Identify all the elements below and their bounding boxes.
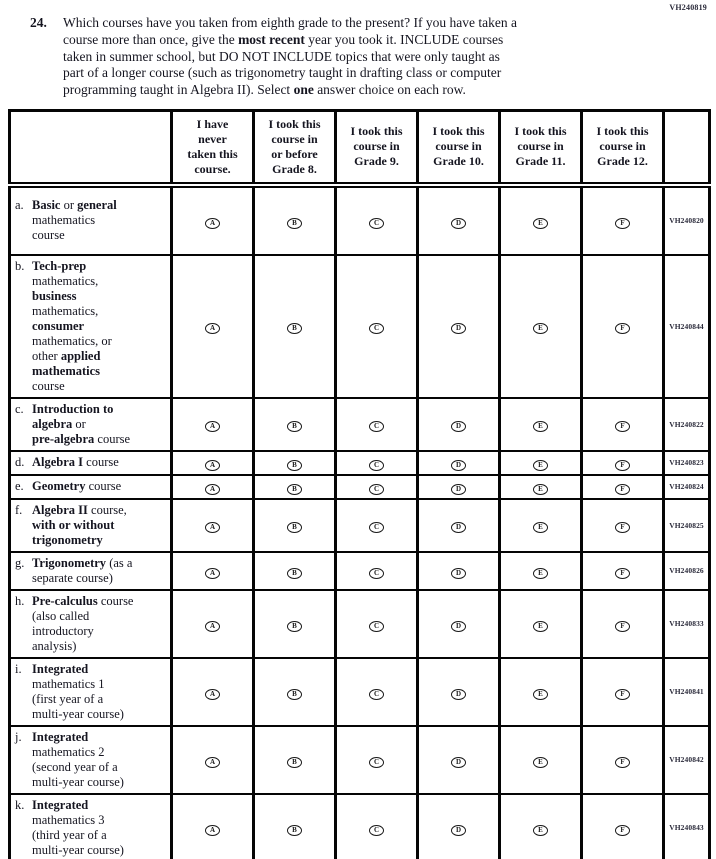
course-name-line: algebra or: [32, 416, 86, 431]
choice-bubble-c[interactable]: C: [369, 689, 384, 700]
course-name: [32, 455, 168, 470]
course-name-cell: [10, 255, 172, 398]
choice-bubble-d[interactable]: D: [451, 218, 466, 229]
choice-bubble-d[interactable]: D: [451, 484, 466, 495]
choice-cell-d: [418, 726, 500, 794]
course-name: [32, 594, 168, 654]
choice-bubble-e[interactable]: E: [533, 689, 548, 700]
choice-cell-c: [336, 499, 418, 552]
choice-bubble-a[interactable]: A: [205, 323, 220, 334]
row-letter: a.: [15, 198, 24, 213]
choice-bubble-c[interactable]: C: [369, 218, 384, 229]
course-name-wrap: [15, 479, 168, 494]
choice-bubble-c[interactable]: C: [369, 757, 384, 768]
course-name: [32, 198, 168, 243]
course-name-wrap: [15, 503, 168, 548]
choice-bubble-a[interactable]: A: [205, 757, 220, 768]
choice-cell-d: [418, 451, 500, 475]
course-name-cell: [10, 451, 172, 475]
course-name: [32, 402, 168, 447]
course-row-j: [10, 726, 710, 794]
question-line: course more than once, give the most recent year you took it. INCLUDE courses: [63, 31, 504, 47]
choice-cell-a: [172, 552, 254, 590]
row-code: VH240824: [664, 475, 710, 499]
choice-bubble-c[interactable]: C: [369, 621, 384, 632]
choice-cell-d: [418, 475, 500, 499]
row-code: VH240841: [664, 658, 710, 726]
choice-cell-e: [500, 255, 582, 398]
question-block: [0, 0, 716, 99]
choice-bubble-d[interactable]: D: [451, 522, 466, 533]
course-name-line: Introduction to: [32, 401, 114, 416]
choice-cell-b: [254, 451, 336, 475]
choice-bubble-b[interactable]: B: [287, 522, 302, 533]
row-code: VH240842: [664, 726, 710, 794]
choice-cell-c: [336, 185, 418, 255]
choice-cell-c: [336, 475, 418, 499]
table-header: [10, 110, 710, 185]
course-name-line: pre-algebra course: [32, 431, 131, 446]
choice-cell-c: [336, 255, 418, 398]
header-row: [10, 110, 710, 185]
choice-bubble-a[interactable]: A: [205, 460, 220, 471]
course-row-c: [10, 398, 710, 451]
choice-cell-b: [254, 590, 336, 658]
choice-bubble-f[interactable]: F: [615, 689, 630, 700]
choice-bubble-c[interactable]: C: [369, 825, 384, 836]
choice-cell-a: [172, 658, 254, 726]
choice-bubble-c[interactable]: C: [369, 323, 384, 334]
course-name-wrap: [15, 455, 168, 470]
course-name-line: consumer: [32, 318, 85, 333]
choice-bubble-b[interactable]: B: [287, 460, 302, 471]
course-name: [32, 479, 168, 494]
choice-bubble-b[interactable]: B: [287, 484, 302, 495]
course-row-f: [10, 499, 710, 552]
header-course-column: [10, 110, 172, 185]
course-name-line: multi-year course): [32, 842, 124, 857]
choice-bubble-c[interactable]: C: [369, 522, 384, 533]
choice-cell-a: [172, 475, 254, 499]
course-name-cell: [10, 726, 172, 794]
choice-bubble-f[interactable]: F: [615, 421, 630, 432]
choice-cell-e: [500, 726, 582, 794]
choice-bubble-f[interactable]: F: [615, 460, 630, 471]
choice-bubble-a[interactable]: A: [205, 689, 220, 700]
choice-bubble-e[interactable]: E: [533, 484, 548, 495]
row-code: VH240833: [664, 590, 710, 658]
choice-bubble-e[interactable]: E: [533, 621, 548, 632]
course-name: [32, 503, 168, 548]
choice-bubble-d[interactable]: D: [451, 568, 466, 579]
row-letter: k.: [15, 797, 25, 812]
row-letter: h.: [15, 593, 25, 608]
choice-cell-d: [418, 590, 500, 658]
choice-cell-f: [582, 794, 664, 859]
choice-cell-e: [500, 185, 582, 255]
course-name-line: business: [32, 288, 77, 303]
row-code: VH240820: [664, 185, 710, 255]
choice-cell-c: [336, 794, 418, 859]
row-letter: b.: [15, 258, 25, 273]
course-name-line: multi-year course): [32, 774, 124, 789]
choice-bubble-d[interactable]: D: [451, 323, 466, 334]
choice-bubble-a[interactable]: A: [205, 421, 220, 432]
course-name-cell: [10, 794, 172, 859]
question-number: 24.: [30, 15, 47, 30]
course-name-line: Tech-prep: [32, 258, 87, 273]
choice-cell-f: [582, 552, 664, 590]
course-name-line: mathematics 3: [32, 812, 105, 827]
choice-cell-f: [582, 255, 664, 398]
course-name-line: mathematics,: [32, 303, 99, 318]
course-name-line: Integrated: [32, 797, 89, 812]
choice-cell-e: [500, 499, 582, 552]
choice-cell-c: [336, 658, 418, 726]
choice-cell-a: [172, 255, 254, 398]
course-name-wrap: [15, 730, 168, 790]
course-table-body: [10, 185, 710, 859]
course-name-line: Trigonometry (as a: [32, 555, 133, 570]
choice-bubble-b[interactable]: B: [287, 621, 302, 632]
choice-cell-f: [582, 499, 664, 552]
course-name-line: (second year of a: [32, 759, 118, 774]
choice-bubble-c[interactable]: C: [369, 460, 384, 471]
course-name-line: Integrated: [32, 661, 89, 676]
choice-bubble-d[interactable]: D: [451, 689, 466, 700]
choice-cell-a: [172, 499, 254, 552]
choice-bubble-a[interactable]: A: [205, 825, 220, 836]
choice-bubble-e[interactable]: E: [533, 323, 548, 334]
row-code: VH240822: [664, 398, 710, 451]
choice-bubble-a[interactable]: A: [205, 621, 220, 632]
choice-cell-d: [418, 794, 500, 859]
choice-cell-e: [500, 475, 582, 499]
choice-bubble-b[interactable]: B: [287, 323, 302, 334]
choice-bubble-e[interactable]: E: [533, 522, 548, 533]
choice-bubble-b[interactable]: B: [287, 689, 302, 700]
choice-cell-b: [254, 726, 336, 794]
choice-cell-d: [418, 499, 500, 552]
header-choice-column-5: I took this course in Grade 11.: [500, 110, 582, 185]
choice-cell-b: [254, 658, 336, 726]
course-name-line: mathematics,: [32, 273, 99, 288]
choice-bubble-c[interactable]: C: [369, 484, 384, 495]
course-name-line: course: [32, 228, 65, 243]
course-name: [32, 259, 168, 394]
choice-bubble-d[interactable]: D: [451, 621, 466, 632]
choice-cell-e: [500, 658, 582, 726]
course-row-g: [10, 552, 710, 590]
course-name: [32, 798, 168, 858]
page-form-code: VH240819: [669, 3, 707, 12]
choice-cell-b: [254, 794, 336, 859]
question-line: taken in summer school, but DO NOT INCLUDE topics that were only taught as: [63, 48, 500, 64]
course-name-line: other applied: [32, 348, 101, 363]
course-row-d: [10, 451, 710, 475]
choice-bubble-d[interactable]: D: [451, 825, 466, 836]
choice-bubble-f[interactable]: F: [615, 825, 630, 836]
course-row-e: [10, 475, 710, 499]
choice-cell-f: [582, 726, 664, 794]
choice-cell-d: [418, 255, 500, 398]
row-code: VH240823: [664, 451, 710, 475]
choice-cell-a: [172, 398, 254, 451]
row-code: VH240825: [664, 499, 710, 552]
course-name-cell: [10, 658, 172, 726]
choice-bubble-e[interactable]: E: [533, 218, 548, 229]
row-letter: d.: [15, 455, 25, 470]
course-name-line: with or without: [32, 517, 115, 532]
course-name-line: multi-year course): [32, 706, 124, 721]
choice-cell-b: [254, 398, 336, 451]
course-name-line: Integrated: [32, 729, 89, 744]
choice-cell-c: [336, 552, 418, 590]
choice-bubble-f[interactable]: F: [615, 323, 630, 334]
choice-bubble-a[interactable]: A: [205, 568, 220, 579]
choice-cell-f: [582, 590, 664, 658]
header-choice-column-2: I took this course in or before Grade 8.: [254, 110, 336, 185]
choice-cell-e: [500, 552, 582, 590]
row-letter: e.: [15, 479, 24, 494]
choice-bubble-f[interactable]: F: [615, 621, 630, 632]
course-name-line: analysis): [32, 638, 77, 653]
choice-cell-d: [418, 185, 500, 255]
choice-cell-a: [172, 185, 254, 255]
choice-cell-c: [336, 398, 418, 451]
course-name-line: Algebra II course,: [32, 502, 127, 517]
course-name-line: (third year of a: [32, 827, 107, 842]
course-name-wrap: [15, 198, 168, 243]
course-name-line: mathematics: [32, 213, 96, 228]
course-name-cell: [10, 590, 172, 658]
choice-bubble-d[interactable]: D: [451, 757, 466, 768]
course-name-line: mathematics 1: [32, 676, 105, 691]
choice-bubble-a[interactable]: A: [205, 522, 220, 533]
choice-cell-f: [582, 451, 664, 475]
choice-cell-b: [254, 499, 336, 552]
course-row-h: [10, 590, 710, 658]
choice-cell-c: [336, 590, 418, 658]
choice-cell-d: [418, 658, 500, 726]
choice-cell-f: [582, 658, 664, 726]
row-letter: f.: [15, 502, 23, 517]
course-row-i: [10, 658, 710, 726]
choice-bubble-a[interactable]: A: [205, 218, 220, 229]
question-line: Which courses have you taken from eighth grade to the present? If you have taken a: [63, 15, 517, 30]
choice-bubble-e[interactable]: E: [533, 568, 548, 579]
row-letter: i.: [15, 661, 22, 676]
header-choice-column-3: I took this course in Grade 9.: [336, 110, 418, 185]
course-name-line: (also called: [32, 608, 90, 623]
course-name-cell: [10, 398, 172, 451]
choice-bubble-f[interactable]: F: [615, 568, 630, 579]
question-line: programming taught in Algebra II). Select one answer choice on each row.: [63, 82, 466, 98]
choice-cell-e: [500, 451, 582, 475]
course-row-a: [10, 185, 710, 255]
course-name-line: Algebra I course: [32, 455, 119, 470]
question-line: part of a longer course (such as trigonometry taught in drafting class or computer: [63, 65, 502, 81]
choice-cell-a: [172, 590, 254, 658]
header-choice-column-6: I took this course in Grade 12.: [582, 110, 664, 185]
course-name: [32, 556, 168, 586]
course-name: [32, 730, 168, 790]
course-name-wrap: [15, 402, 168, 447]
choice-bubble-f[interactable]: F: [615, 218, 630, 229]
choice-bubble-b[interactable]: B: [287, 825, 302, 836]
course-name-line: mathematics: [32, 363, 101, 378]
choice-bubble-b[interactable]: B: [287, 218, 302, 229]
course-name-line: separate course): [32, 570, 113, 585]
header-choice-column-4: I took this course in Grade 10.: [418, 110, 500, 185]
choice-bubble-e[interactable]: E: [533, 825, 548, 836]
course-name-line: Geometry course: [32, 479, 122, 494]
choice-bubble-c[interactable]: C: [369, 421, 384, 432]
choice-cell-f: [582, 398, 664, 451]
question-text: [63, 15, 517, 99]
course-name-wrap: [15, 556, 168, 586]
choice-bubble-d[interactable]: D: [451, 421, 466, 432]
choice-cell-e: [500, 794, 582, 859]
choice-bubble-f[interactable]: F: [615, 484, 630, 495]
choice-cell-b: [254, 255, 336, 398]
choice-bubble-b[interactable]: B: [287, 421, 302, 432]
header-choice-column-1: I have never taken this course.: [172, 110, 254, 185]
choice-bubble-c[interactable]: C: [369, 568, 384, 579]
course-name: [32, 662, 168, 722]
choice-cell-c: [336, 726, 418, 794]
choice-bubble-b[interactable]: B: [287, 757, 302, 768]
choice-cell-e: [500, 590, 582, 658]
choice-bubble-b[interactable]: B: [287, 568, 302, 579]
course-name-line: course: [32, 378, 65, 393]
course-selection-table: [8, 109, 711, 859]
course-name-line: mathematics, or: [32, 333, 112, 348]
header-code-column: [664, 110, 710, 185]
course-name-wrap: [15, 594, 168, 654]
choice-cell-d: [418, 398, 500, 451]
choice-cell-a: [172, 794, 254, 859]
choice-cell-f: [582, 475, 664, 499]
course-name-cell: [10, 185, 172, 255]
course-name-wrap: [15, 798, 168, 858]
course-name-cell: [10, 499, 172, 552]
row-letter: g.: [15, 555, 25, 570]
choice-cell-d: [418, 552, 500, 590]
choice-cell-b: [254, 552, 336, 590]
row-letter: j.: [15, 729, 22, 744]
choice-bubble-e[interactable]: E: [533, 460, 548, 471]
choice-bubble-e[interactable]: E: [533, 421, 548, 432]
course-name-line: trigonometry: [32, 532, 103, 547]
course-name-line: (first year of a: [32, 691, 104, 706]
course-row-b: [10, 255, 710, 398]
course-name-line: Pre-calculus course: [32, 593, 134, 608]
row-code: VH240844: [664, 255, 710, 398]
course-name-cell: [10, 475, 172, 499]
choice-cell-a: [172, 451, 254, 475]
choice-cell-c: [336, 451, 418, 475]
choice-cell-b: [254, 475, 336, 499]
choice-bubble-f[interactable]: F: [615, 757, 630, 768]
choice-bubble-d[interactable]: D: [451, 460, 466, 471]
choice-cell-e: [500, 398, 582, 451]
course-name-wrap: [15, 662, 168, 722]
course-name-wrap: [15, 259, 168, 394]
choice-cell-f: [582, 185, 664, 255]
row-letter: c.: [15, 401, 24, 416]
row-code: VH240843: [664, 794, 710, 859]
choice-cell-a: [172, 726, 254, 794]
choice-bubble-e[interactable]: E: [533, 757, 548, 768]
course-name-line: mathematics 2: [32, 744, 105, 759]
course-name-line: introductory: [32, 623, 94, 638]
row-code: VH240826: [664, 552, 710, 590]
course-name-cell: [10, 552, 172, 590]
course-row-k: [10, 794, 710, 859]
choice-bubble-a[interactable]: A: [205, 484, 220, 495]
choice-cell-b: [254, 185, 336, 255]
course-name-line: Basic or general: [32, 198, 117, 213]
choice-bubble-f[interactable]: F: [615, 522, 630, 533]
